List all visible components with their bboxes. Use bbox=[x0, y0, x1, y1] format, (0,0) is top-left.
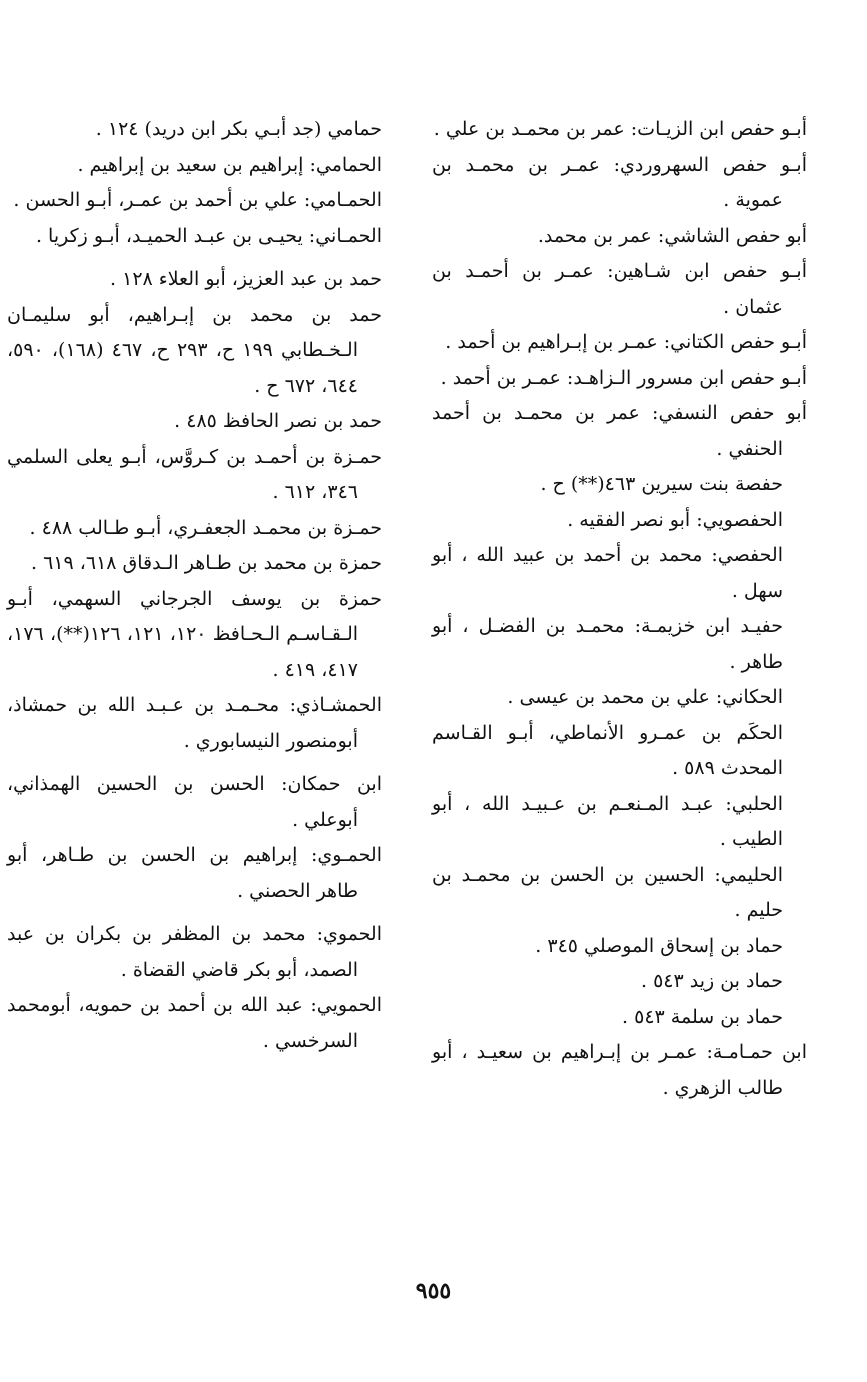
index-entry: أبو حفص النسفي: عمر بن محمـد بن أحمد الحنفي . bbox=[432, 402, 807, 460]
index-entry: الحمشـاذي: محـمـد بن عـبـد الله بن حمشاذ، أبومنصور النيسابوري . bbox=[7, 694, 382, 752]
index-entry: ابن حمكان: الحسن بن الحسين الهمذاني، أبوعلي . bbox=[7, 773, 382, 831]
index-entry: حمزة بن يوسف الجرجاني السهمي، أبـو الـقـاسـم الـحـافظ ١٢٠، ١٢١، ١٢٦(**)، ١٧٦، ٤١٧، ٤١٩ . bbox=[7, 587, 382, 681]
index-entry: الحموي: محمد بن المظفر بن بكران بن عبد الصمد، أبو بكر قاضي القضاة . bbox=[7, 923, 382, 981]
index-entry: الحمـوي: إبراهيم بن الحسن بن طـاهر، أبو طاهر الحصني . bbox=[7, 844, 382, 902]
index-entry: الحلبي: عبـد المـنعـم بن عـبيـد الله ، أبو الطيب . bbox=[432, 792, 783, 850]
index-entry: حمامي (جد أبـي بكر ابن دريد) ١٢٤ . bbox=[95, 118, 382, 140]
index-entry: الحمـامي: علي بن أحمد بن عمـر، أبـو الحسن . bbox=[13, 189, 382, 211]
page-number: ٩٥٥ bbox=[415, 1278, 452, 1304]
index-entry: أبو حفص الشاشي: عمر بن محمد. bbox=[537, 224, 807, 247]
index-entry: حمـزة بن محمـد الجعفـري، أبـو طـالب ٤٨٨ . bbox=[29, 516, 382, 539]
index-entry: الحفصي: محمد بن أحمد بن عبيد الله ، أبو سهل . bbox=[432, 544, 783, 602]
index-entry: حمـزة بن أحمـد بن كـروَّس، أبـو يعلى السلمي ٣٤٦، ٦١٢ . bbox=[7, 445, 382, 503]
index-entry: حمزة بن محمد بن طـاهر الـدقاق ٦١٨، ٦١٩ . bbox=[30, 552, 382, 574]
index-entry: أبـو حفص الكتاني: عمـر بن إبـراهيم بن أحمد . bbox=[445, 331, 807, 353]
index-entry: أبـو حفص ابن الزيـات: عمر بن محمـد بن علي . bbox=[433, 118, 807, 140]
index-entry: الحمويي: عبد الله بن أحمد بن حمويه، أبومحمد السرخسي . bbox=[7, 994, 382, 1052]
index-entry: أبـو حفص ابن شـاهين: عمـر بن أحمـد بن عثمان . bbox=[432, 260, 807, 318]
index-entry: حمد بن نصر الحافظ ٤٨٥ . bbox=[174, 410, 382, 432]
index-entry: حمد بن محمد بن إبـراهيم، أبو سليمـان الـخـطابي ١٩٩ ح، ٢٩٣ ح، ٤٦٧ (١٦٨)، ٥٩٠، ٦٤٤، ٦٧٢ ح . bbox=[7, 303, 382, 397]
index-entry: الحمامي: إبراهيم بن سعيد بن إبراهيم . bbox=[77, 153, 382, 176]
index-entry: الحفصويي: أبو نصر الفقيه . bbox=[567, 508, 783, 531]
index-entry: أبـو حفص السهروردي: عمـر بن محمـد بن عموية . bbox=[432, 153, 807, 211]
index-entry: الحليمي: الحسين بن الحسن بن محمـد بن حليم . bbox=[432, 863, 783, 921]
index-entry: حماد بن إسحاق الموصلي ٣٤٥ . bbox=[535, 934, 783, 957]
index-entry: الحكاني: علي بن محمد بن عيسى . bbox=[507, 686, 783, 708]
index-entry: ابن حمـامـة: عمـر بن إبـراهيم بن سعيـد ، أبو طالب الزهري . bbox=[432, 1041, 807, 1099]
index-entry: حماد بن سلمة ٥٤٣ . bbox=[622, 1005, 783, 1028]
index-entry: الحمـاني: يحيـى بن عبـد الحميـد، أبـو زكريا . bbox=[35, 224, 382, 247]
right-column bbox=[432, 112, 807, 1106]
index-entry: حفيـد ابن خزيمـة: محمـد بن الفضـل ، أبو طاهر . bbox=[432, 615, 783, 673]
index-entry: حماد بن زيد ٥٤٣ . bbox=[640, 970, 783, 992]
left-column bbox=[7, 112, 382, 1059]
index-entry: أبـو حفص ابن مسرور الـزاهـد: عمـر بن أحمد . bbox=[440, 366, 807, 389]
index-entry: حفصة بنت سيرين ٤٦٣(**) ح . bbox=[540, 473, 783, 495]
index-entry: حمد بن عبد العزيز، أبو العلاء ١٢٨ . bbox=[110, 268, 382, 290]
index-entry: الحكَم بن عمـرو الأنماطي، أبـو القـاسم المحدث ٥٨٩ . bbox=[432, 721, 783, 779]
